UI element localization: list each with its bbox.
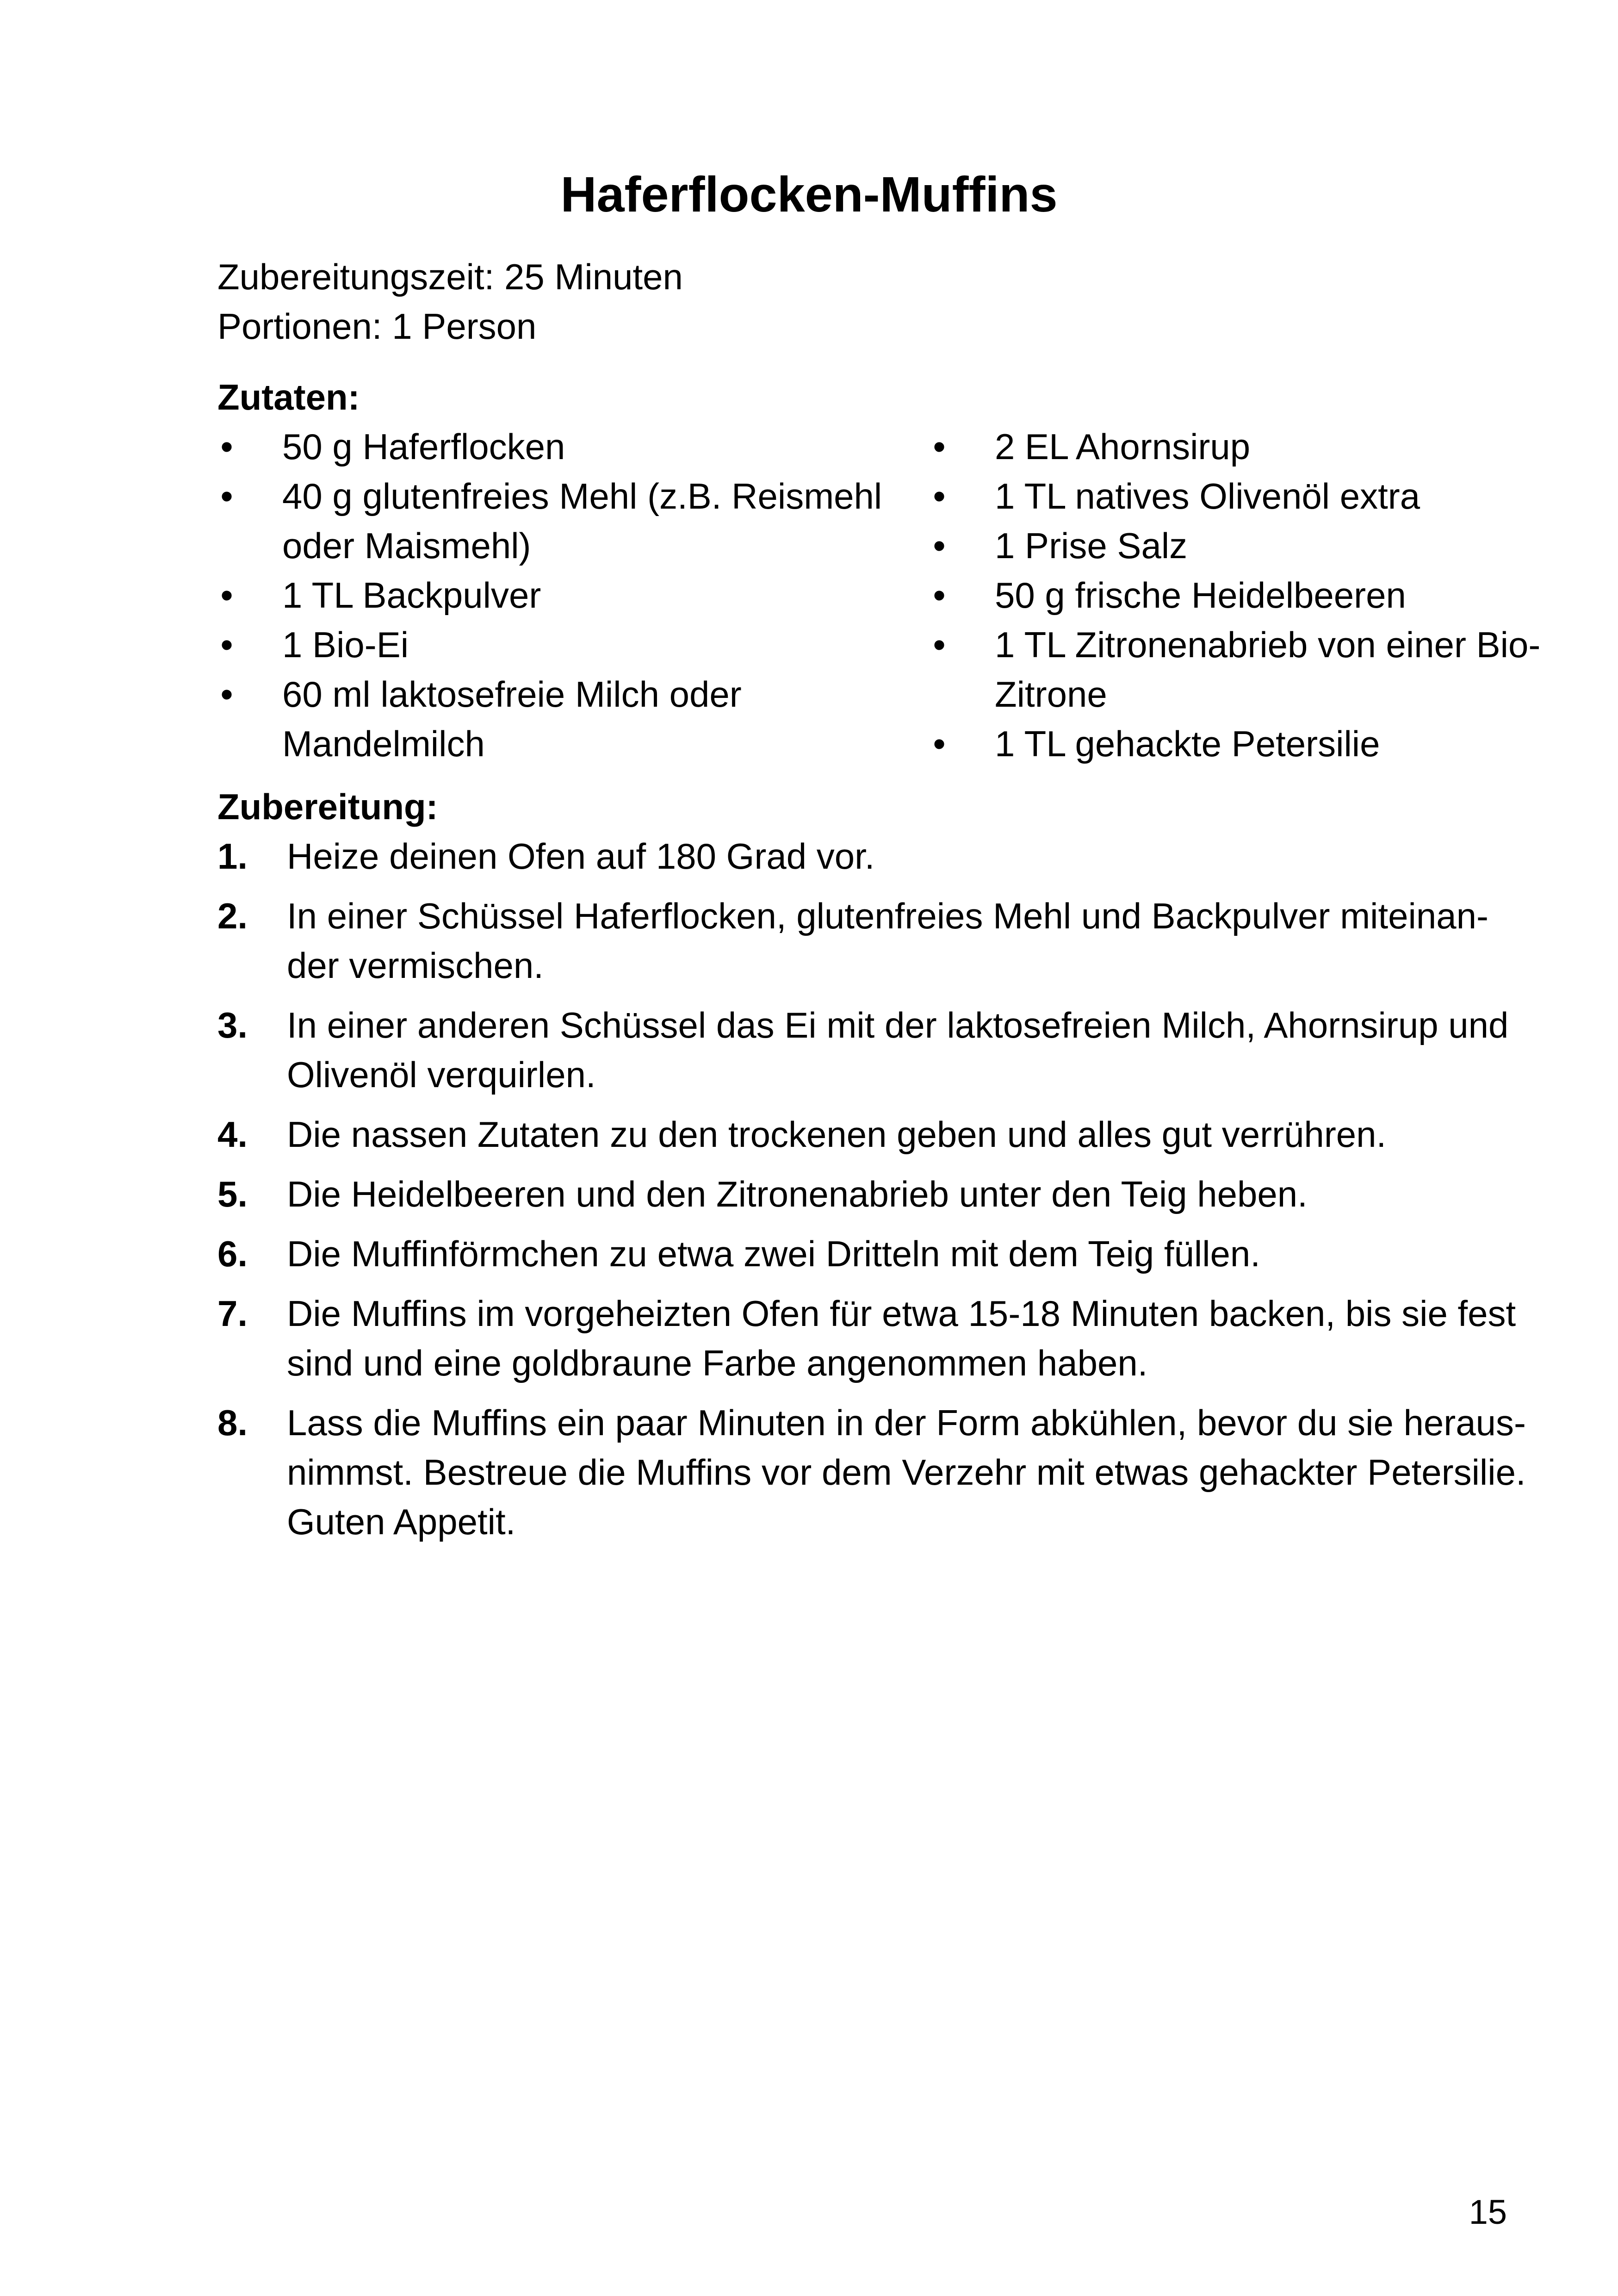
bullet-icon: • (933, 525, 946, 566)
recipe-title: Haferflocken-Muffins (560, 166, 1058, 222)
step-text: In einer Schüssel Haferflocken, glutenfreies Mehl und Backpulver miteinan- der vermischen. (287, 896, 1489, 986)
step-text: Die Muffins im vorgeheizten Ofen für etwa 15-18 Minuten backen, bis sie fest sind und eine goldbraune Farbe angenommen haben. (287, 1293, 1516, 1383)
step-item (217, 891, 1531, 990)
ingredient-item (925, 571, 1545, 620)
ingredient-text: 1 TL gehackte Petersilie (995, 723, 1380, 764)
step-number: 6. (217, 1233, 248, 1274)
ingredient-item (213, 670, 907, 769)
servings: Portionen: 1 Person (217, 306, 537, 347)
ingredient-text: 50 g Haferflocken (282, 426, 565, 467)
ingredient-item (925, 620, 1545, 719)
ingredient-text: 1 TL Zitronenabrieb von einer Bio-Zitrone (995, 624, 1541, 715)
ingredients-list-left (213, 422, 907, 769)
recipe-meta (217, 252, 683, 351)
ingredient-item (925, 719, 1545, 769)
ingredient-text: 50 g frische Heidelbeeren (995, 575, 1406, 616)
bullet-icon: • (220, 476, 233, 516)
bullet-icon: • (220, 674, 233, 715)
step-number: 3. (217, 1005, 248, 1045)
ingredients-list-right (925, 422, 1545, 769)
ingredient-text: 40 g glutenfreies Mehl (z.B. Reismehl oder Maismehl) (282, 476, 882, 566)
bullet-icon: • (933, 426, 946, 467)
step-text: Lass die Muffins ein paar Minuten in der Form abkühlen, bevor du sie heraus- nimmst. Bestreue die Muffins vor dem Verzehr mit etwas gehackter Petersilie. Guten Appetit. (287, 1402, 1526, 1542)
step-item (217, 832, 1531, 881)
ingredient-item (213, 571, 907, 620)
step-item (217, 1110, 1531, 1159)
ingredient-text: 60 ml laktosefreie Milch oder Mandelmilch (282, 674, 742, 764)
step-text: Die Muffinförmchen zu etwa zwei Dritteln mit dem Teig füllen. (287, 1233, 1260, 1274)
bullet-icon: • (220, 624, 233, 665)
prep-time: Zubereitungszeit: 25 Minuten (217, 256, 683, 297)
ingredient-item (213, 422, 907, 472)
ingredient-item (213, 620, 907, 670)
bullet-icon: • (933, 476, 946, 516)
ingredient-item (925, 422, 1545, 472)
ingredient-text: 2 EL Ahornsirup (995, 426, 1251, 467)
step-item (217, 1398, 1531, 1547)
preparation-heading: Zubereitung: (217, 786, 438, 827)
step-text: Die nassen Zutaten zu den trockenen geben und alles gut verrühren. (287, 1114, 1387, 1155)
step-number: 2. (217, 896, 248, 936)
step-text: In einer anderen Schüssel das Ei mit der laktosefreien Milch, Ahornsirup und Olivenöl verquirlen. (287, 1005, 1509, 1095)
step-item (217, 1229, 1531, 1279)
step-text: Heize deinen Ofen auf 180 Grad vor. (287, 836, 875, 877)
bullet-icon: • (220, 575, 233, 616)
ingredient-item (213, 472, 907, 571)
step-text: Die Heidelbeeren und den Zitronenabrieb unter den Teig heben. (287, 1174, 1308, 1214)
page-number: 15 (1469, 2193, 1507, 2231)
bullet-icon: • (933, 624, 946, 665)
ingredients-heading: Zutaten: (217, 377, 360, 417)
bullet-icon: • (220, 426, 233, 467)
bullet-icon: • (933, 723, 946, 764)
ingredient-text: 1 Prise Salz (995, 525, 1188, 566)
ingredient-text: 1 Bio-Ei (282, 624, 409, 665)
step-item (217, 1170, 1531, 1219)
step-item (217, 1001, 1531, 1100)
preparation-steps (217, 832, 1531, 1557)
step-number: 4. (217, 1114, 248, 1155)
step-item (217, 1289, 1531, 1388)
step-number: 7. (217, 1293, 248, 1334)
ingredient-text: 1 TL Backpulver (282, 575, 541, 616)
step-number: 8. (217, 1402, 248, 1443)
ingredient-item (925, 472, 1545, 521)
ingredient-item (925, 521, 1545, 571)
bullet-icon: • (933, 575, 946, 616)
ingredient-text: 1 TL natives Olivenöl extra (995, 476, 1420, 516)
step-number: 1. (217, 836, 248, 877)
step-number: 5. (217, 1174, 248, 1214)
